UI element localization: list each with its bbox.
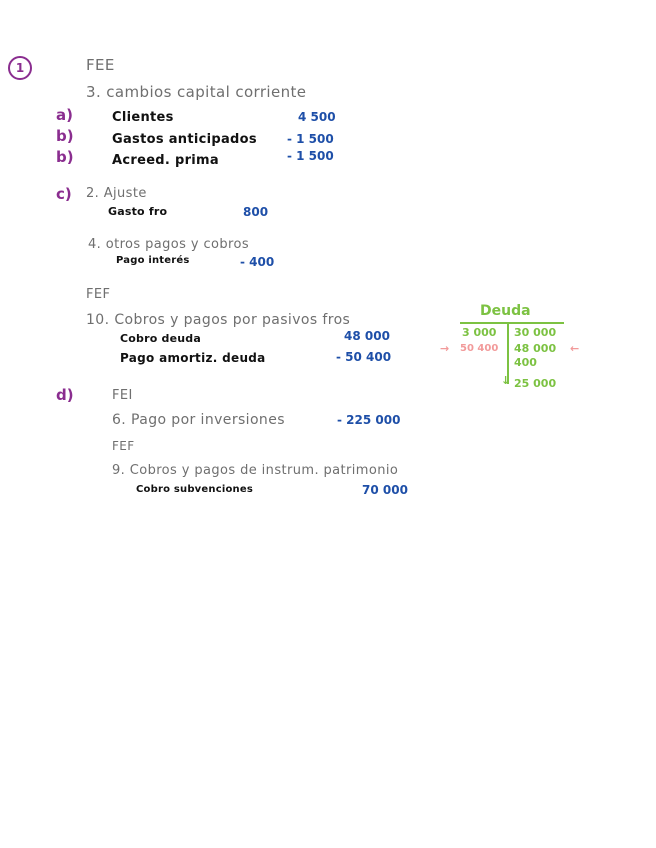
patr-label: Cobro subvenciones — [136, 484, 253, 495]
t-account-right-value-1: 30 000 — [514, 326, 557, 339]
fee-title: FEE — [86, 56, 115, 74]
t-account-right-value-3: 400 — [514, 356, 537, 369]
otros-label: Pago interés — [116, 255, 190, 266]
ajuste-label: Gasto fro — [108, 205, 168, 218]
otros-heading: 4. otros pagos y cobros — [88, 237, 249, 252]
fef-row-label-cobro: Cobro deuda — [120, 332, 201, 345]
t-account-arrow-right: ← — [570, 342, 580, 355]
t-account-arrow-left: → — [440, 342, 450, 355]
problem-number: 1 — [15, 61, 25, 75]
d-fef-title: FEF — [112, 439, 135, 453]
problem-number-badge — [8, 56, 32, 80]
fef-row-label-pago: Pago amortiz. deuda — [120, 351, 266, 365]
fef-title: FEF — [86, 287, 111, 302]
fef-heading: 10. Cobros y pagos por pasivos fros — [86, 312, 351, 328]
cambios-heading: 3. cambios capital corriente — [86, 83, 307, 101]
ajuste-heading: 2. Ajuste — [86, 186, 147, 201]
row-value-acreed: - 1 500 — [287, 149, 334, 163]
fef-row-value-pago: - 50 400 — [336, 350, 392, 364]
row-label-clientes: Clientes — [112, 110, 174, 125]
t-account-arrow-down: ↓ — [501, 374, 511, 387]
t-account-horizontal-line — [460, 322, 564, 324]
ajuste-value: 800 — [243, 205, 269, 219]
inv-value: - 225 000 — [337, 413, 401, 427]
t-account-balance: 25 000 — [514, 377, 557, 390]
row-letter-d: d) — [56, 386, 74, 404]
t-account-left-top: 3 000 — [462, 326, 497, 339]
fei-title: FEI — [112, 388, 133, 403]
patr-heading: 9. Cobros y pagos de instrum. patrimonio — [112, 463, 399, 478]
otros-value: - 400 — [240, 255, 275, 269]
row-letter-a: a) — [56, 106, 73, 124]
row-letter-b2: b) — [56, 148, 74, 166]
row-label-acreed: Acreed. prima — [112, 153, 219, 168]
t-account-right-value-2: 48 000 — [514, 342, 557, 355]
fef-row-value-cobro: 48 000 — [344, 329, 390, 343]
row-label-gastos: Gastos anticipados — [112, 132, 257, 147]
t-account-left-highlight: 50 400 — [460, 343, 499, 354]
t-account-title: Deuda — [480, 303, 531, 319]
patr-value: 70 000 — [362, 483, 408, 497]
inv-heading: 6. Pago por inversiones — [112, 412, 285, 428]
row-letter-c: c) — [56, 185, 72, 203]
row-value-clientes: 4 500 — [298, 110, 336, 124]
row-letter-b1: b) — [56, 127, 74, 145]
row-value-gastos: - 1 500 — [287, 132, 334, 146]
